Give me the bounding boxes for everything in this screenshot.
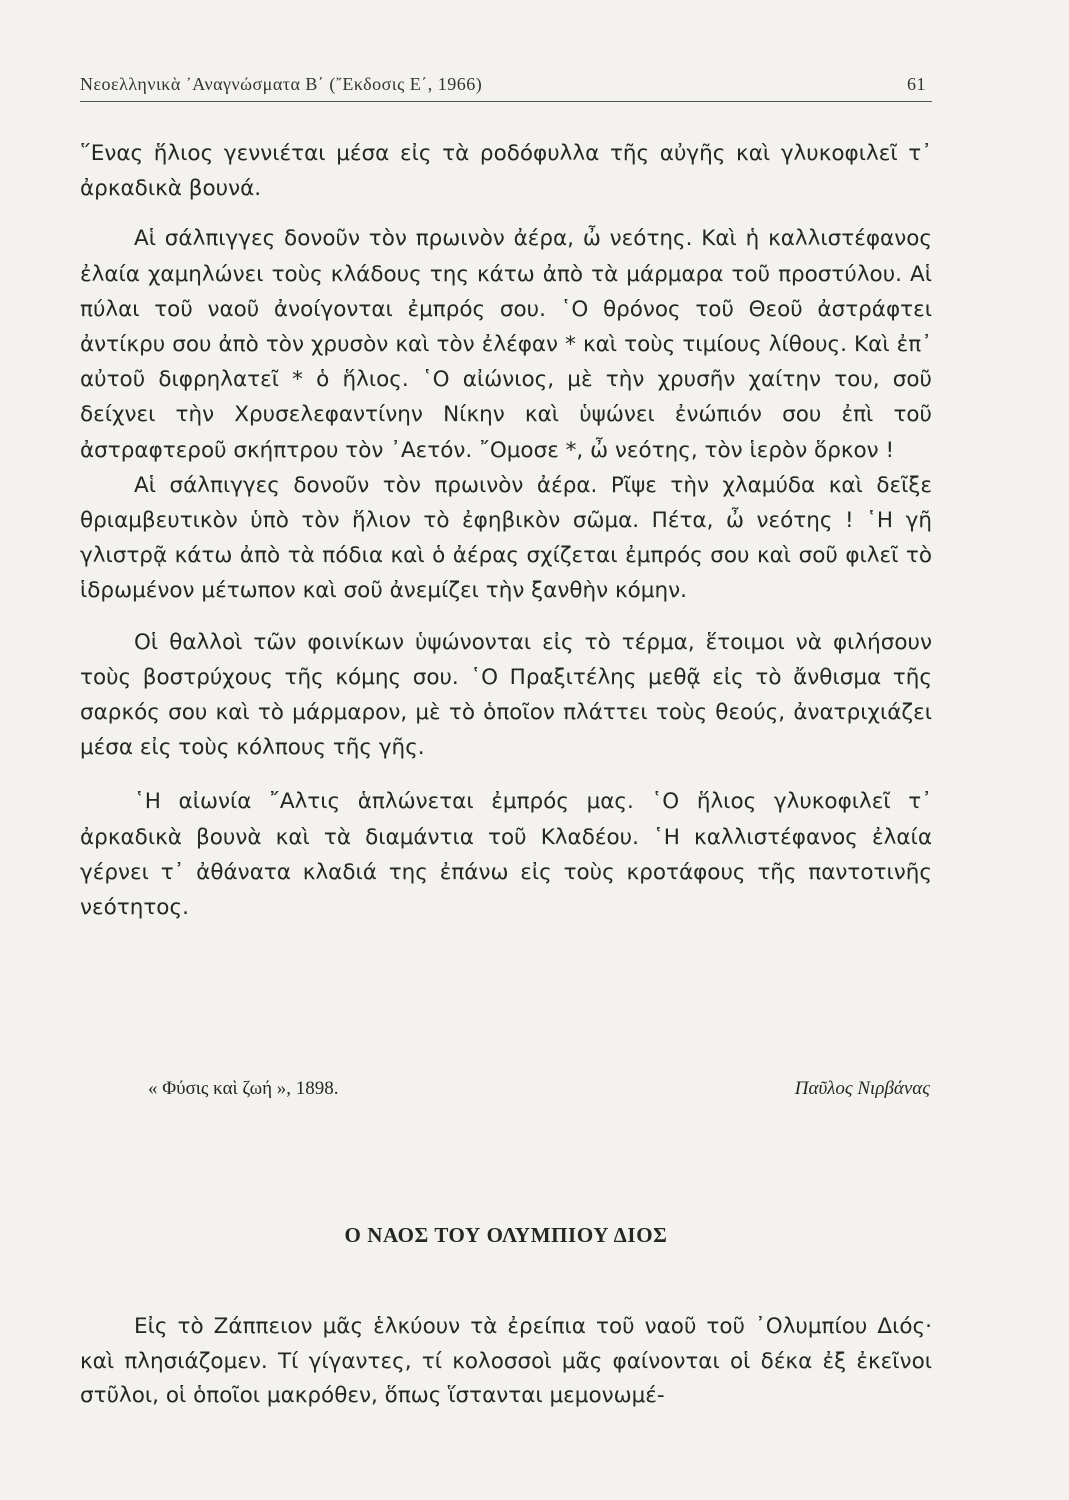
- running-title: Νεοελληνικὰ ᾿Αναγνώσματα Β΄ (῎Εκδοσις Ε΄, 1966): [80, 74, 483, 94]
- paragraph: Αἱ σάλπιγγες δονοῦν τὸν πρωινὸν ἀέρα. Ρῖψε τὴν χλαμύδα καὶ δεῖξε θριαμβευτικὸν ὑπὸ τὸν ἥλιον τὸ ἐφηβικὸν σῶμα. Πέτα, ὦ νεότης ! ῾Η γῆ γλιστρᾷ κάτω ἀπὸ τὰ πόδια καὶ ὁ ἀέρας σχίζεται ἐμπρός σου καὶ σοῦ φιλεῖ τὸ ἱδρωμένον μέτωπον καὶ σοῦ ἀνεμίζει τὴν ξανθὴν κόμην.: [80, 472, 932, 604]
- source-citation: « Φύσις καὶ ζωή », 1898.: [148, 1078, 339, 1099]
- header-rule: [80, 101, 932, 102]
- running-header: [80, 74, 932, 95]
- paragraph: Αἱ σάλπιγγες δονοῦν τὸν πρωινὸν ἀέρα, ὦ νεότης. Καὶ ἡ καλλιστέφανος ἐλαία χαμηλώνει τοὺς κλάδους της κάτω ἀπὸ τὰ μάρμαρα τοῦ προστύλου. Αἱ πύλαι τοῦ ναοῦ ἀνοίγονται ἐμπρός σου. ῾Ο θρόνος τοῦ Θεοῦ ἀστράφτει ἀντίκρυ σου ἀπὸ τὸν χρυσὸν καὶ τὸν ἐλέφαν * καὶ τοὺς τιμίους λίθους. Καὶ ἐπ᾿ αὐτοῦ διφρηλατεῖ * ὁ ἥλιος. ῾Ο αἰώνιος, μὲ τὴν χρυσῆν χαίτην του, σοῦ δείχνει τὴν Χρυσελεφαντίνην Νίκην καὶ ὑψώνει ἐνώπιόν σου ἐπὶ τοῦ ἀστραφτεροῦ σκήπτρου τὸν ᾿Αετόν. ῎Ομοσε *, ὦ νεότης, τὸν ἱερὸν ὅρκον !: [80, 226, 932, 463]
- passage-text: [80, 136, 932, 925]
- paragraph: Οἱ θαλλοὶ τῶν φοινίκων ὑψώνονται εἰς τὸ τέρμα, ἕτοιμοι νὰ φιλήσουν τοὺς βοστρύχους τῆς κόμης σου. ῾Ο Πραξιτέλης μεθᾷ εἰς τὸ ἄνθισμα τῆς σαρκός σου καὶ τὸ μάρμαρον, μὲ τὸ ὁποῖον πλάττει τοὺς θεούς, ἀνατριχιάζει μέσα εἰς τοὺς κόλπους τῆς γῆς.: [80, 629, 932, 761]
- section-title: Ο ΝΑΟΣ ΤΟΥ ΟΛΥΜΠΙΟΥ ΔΙΟΣ: [344, 1223, 668, 1247]
- author-name: Παῦλος Νιρβάνας: [794, 1078, 930, 1099]
- paragraph: ῞Ενας ἥλιος γεννιέται μέσα εἰς τὰ ροδόφυλλα τῆς αὐγῆς καὶ γλυκοφιλεῖ τ᾿ ἀρκαδικὰ βουνά.: [80, 141, 932, 202]
- section-text: [80, 1310, 932, 1414]
- paragraph: Εἰς τὸ Ζάππειον μᾶς ἑλκύουν τὰ ἐρείπια τοῦ ναοῦ τοῦ ᾿Ολυμπίου Διός· καὶ πλησιάζομεν. Τί γίγαντες, τί κολοσσοὶ μᾶς φαίνονται οἱ δέκα ἐξ ἐκεῖνοι στῦλοι, οἱ ὁποῖοι μακρόθεν, ὅπως ἵστανται μεμονωμέ-: [80, 1314, 932, 1408]
- paragraph: ῾Η αἰωνία ῎Αλτις ἁπλώνεται ἐμπρός μας. ῾Ο ἥλιος γλυκοφιλεῖ τ᾿ ἀρκαδικὰ βουνὰ καὶ τὰ διαμάντια τοῦ Κλαδέου. ῾Η καλλιστέφανος ἐλαία γέρνει τ᾿ ἀθάνατα κλαδιά της ἐπάνω εἰς τοὺς κροτάφους τῆς παντοτινῆς νεότητος.: [80, 789, 932, 921]
- page-number: 61: [907, 74, 926, 94]
